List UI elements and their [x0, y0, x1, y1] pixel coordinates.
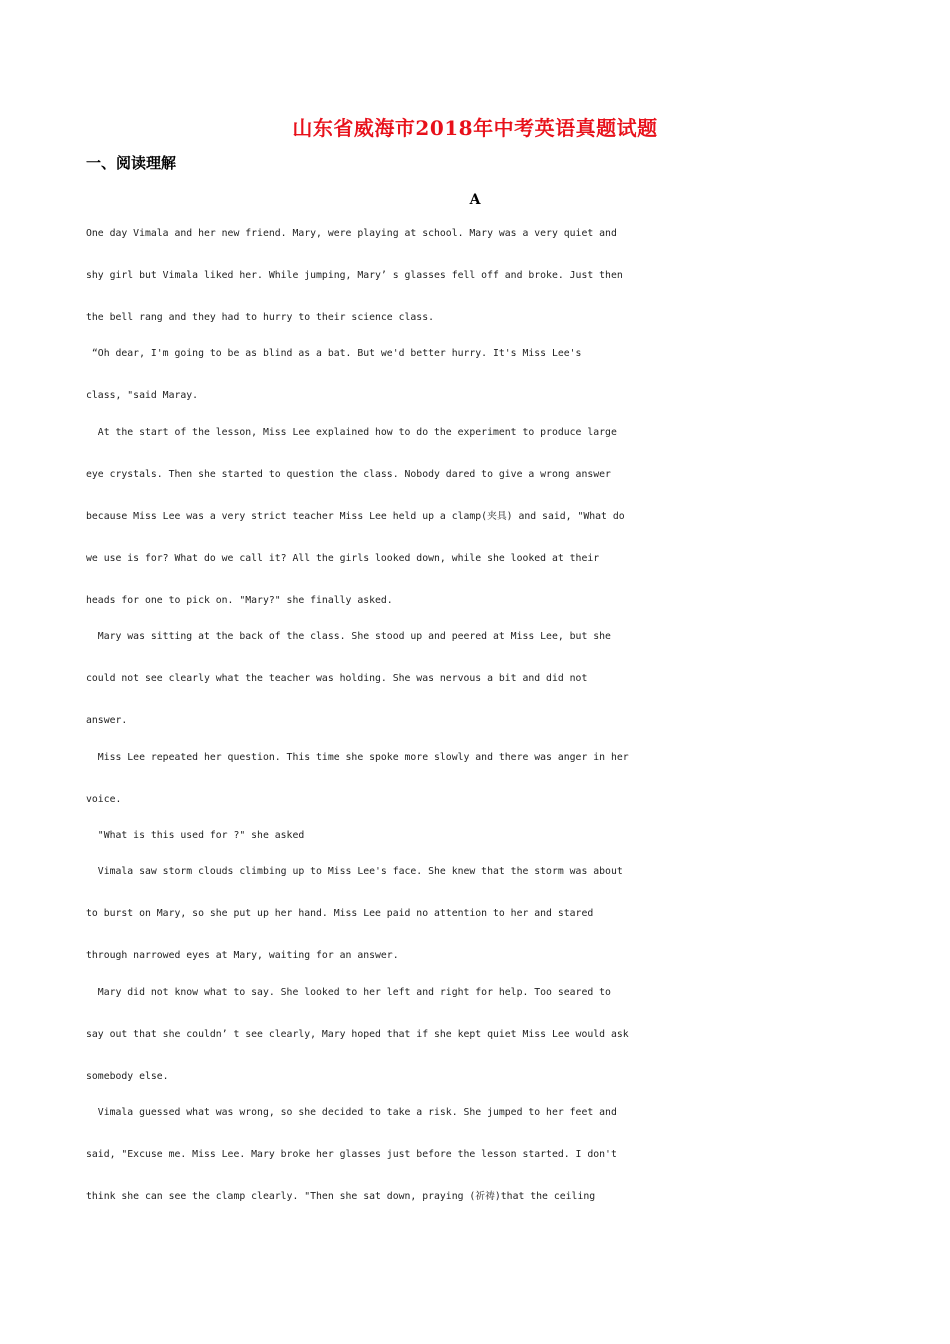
passage-line: Vimala guessed what was wrong, so she decided to take a risk. She jumped to her feet and [86, 1107, 617, 1118]
passage-line: Mary did not know what to say. She looked to her left and right for help. Too seared to [86, 987, 611, 998]
passage-line: think she can see the clamp clearly. "Then she sat down, praying (祈祷)that the ceiling [86, 1191, 596, 1202]
passage-line: through narrowed eyes at Mary, waiting for an answer. [86, 950, 399, 961]
passage-line: somebody else. [86, 1071, 169, 1082]
passage-line: Miss Lee repeated her question. This time she spoke more slowly and there was anger in her [86, 752, 629, 763]
passage-line: eye crystals. Then she started to question the class. Nobody dared to give a wrong answer [86, 469, 611, 480]
passage-line: say out that she couldn’ t see clearly, Mary hoped that if she kept quiet Miss Lee would ask [86, 1029, 629, 1040]
passage-line: said, "Excuse me. Miss Lee. Mary broke her glasses just before the lesson started. I don't [86, 1149, 617, 1160]
passage-label: A [469, 192, 481, 208]
section-heading: 一、阅读理解 [86, 154, 177, 172]
passage-line: could not see clearly what the teacher was holding. She was nervous a bit and did not [86, 673, 588, 684]
passage-line: because Miss Lee was a very strict teacher Miss Lee held up a clamp(夹具) and said, "What do [86, 511, 625, 522]
passage-line: shy girl but Vimala liked her. While jumping, Mary’ s glasses fell off and broke. Just then [86, 270, 623, 281]
passage-line: answer. [86, 715, 128, 726]
passage-line: class, "said Maray. [86, 390, 199, 401]
passage-line: Mary was sitting at the back of the class. She stood up and peered at Miss Lee, but she [86, 631, 611, 642]
passage-line: we use is for? What do we call it? All the girls looked down, while she looked at their [86, 553, 600, 564]
passage-line: “Oh dear, I'm going to be as blind as a bat. But we'd better hurry. It's Miss Lee's [86, 348, 582, 359]
document-title: 山东省威海市2018年中考英语真题试题 [292, 116, 658, 140]
passage-line: At the start of the lesson, Miss Lee explained how to do the experiment to produce large [86, 427, 617, 438]
passage-line: to burst on Mary, so she put up her hand. Miss Lee paid no attention to her and stared [86, 908, 594, 919]
passage-line: One day Vimala and her new friend. Mary, were playing at school. Mary was a very quiet and [86, 228, 617, 239]
passage-line: Vimala saw storm clouds climbing up to Miss Lee's face. She knew that the storm was about [86, 866, 623, 877]
passage-line: the bell rang and they had to hurry to their science class. [86, 312, 434, 323]
passage-line: heads for one to pick on. "Mary?" she finally asked. [86, 595, 393, 606]
passage-line: "What is this used for ?" she asked [86, 830, 305, 841]
passage-line: voice. [86, 794, 122, 805]
